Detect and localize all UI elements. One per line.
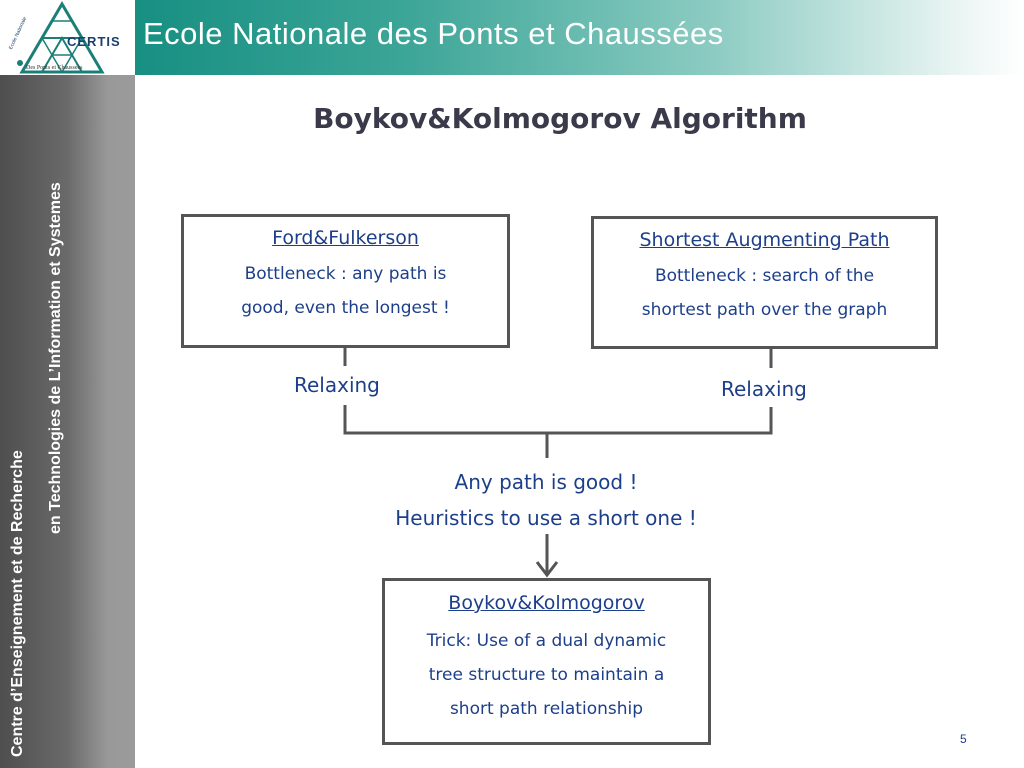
boykov-kolmogorov-desc-line-2: tree structure to maintain a [428, 665, 665, 685]
logo-vertical-text: Ecole Nationale [8, 16, 29, 51]
ford-fulkerson-description [184, 257, 507, 325]
sidebar-text-line-1: Centre d’Enseignement et de Recherche [9, 450, 26, 757]
boykov-kolmogorov-box [382, 578, 711, 745]
boykov-kolmogorov-desc-line-3: short path relationship [449, 699, 644, 719]
boykov-kolmogorov-description [385, 624, 708, 726]
connector-bracket [345, 405, 771, 433]
ford-fulkerson-desc-line-1: Bottleneck : any path is [244, 264, 447, 284]
shortest-augmenting-path-desc-line-2: shortest path over the graph [641, 300, 888, 320]
logo-name: CERTIS [67, 34, 121, 49]
page-number: 5 [960, 732, 967, 746]
ford-fulkerson-title[interactable]: Ford&Fulkerson [272, 227, 419, 249]
shortest-augmenting-path-desc-line-1: Bottleneck : search of the [654, 266, 875, 286]
header-title: Ecole Nationale des Ponts et Chaussées [143, 16, 724, 51]
boykov-kolmogorov-desc-line-1: Trick: Use of a dual dynamic [426, 631, 667, 651]
shortest-augmenting-path-box [591, 216, 938, 349]
boykov-kolmogorov-title[interactable]: Boykov&Kolmogorov [448, 592, 645, 614]
relaxing-label-left: Relaxing [294, 373, 380, 397]
merge-caption-line-1: Any path is good ! [454, 470, 638, 494]
relaxing-label-right: Relaxing [721, 377, 807, 401]
logo-subtitle: Des Ponts et Chaussées [26, 65, 83, 71]
slide-title: Boykov&Kolmogorov Algorithm [313, 102, 807, 135]
merge-caption [346, 464, 746, 536]
ford-fulkerson-box [181, 214, 510, 348]
merge-caption-line-2: Heuristics to use a short one ! [395, 506, 697, 530]
ford-fulkerson-desc-line-2: good, even the longest ! [241, 298, 450, 318]
sidebar-text-line-2: en Technologies de L’Information et Systemes [47, 182, 64, 534]
shortest-augmenting-path-description [594, 259, 935, 327]
shortest-augmenting-path-title[interactable]: Shortest Augmenting Path [639, 229, 890, 251]
